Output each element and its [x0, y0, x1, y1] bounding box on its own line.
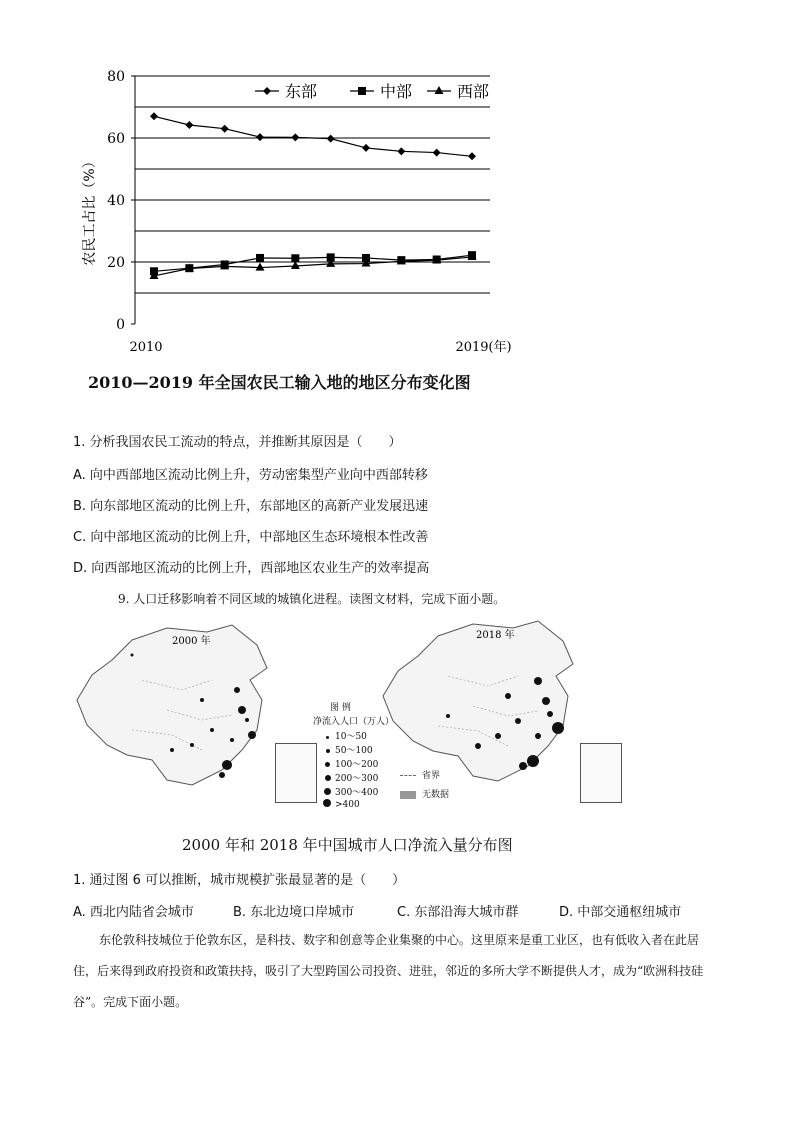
question-1-option-c[interactable]: C. 向中部地区流动的比例上升，中部地区生态环境根本性改善 [73, 530, 429, 545]
y-axis-label: 农民工占比（%） [82, 154, 98, 266]
map-2018-inset [580, 743, 622, 803]
map-2000 [72, 620, 277, 805]
data-point-diamond [150, 112, 158, 120]
chart-caption: 2010—2019 年全国农民工输入地的地区分布变化图 [88, 373, 471, 392]
legend-item-1: 10～50 [326, 729, 367, 742]
legend-marker-triangle [435, 86, 444, 94]
map-2000-inset [275, 743, 317, 803]
map-2018-year: 2018 年 [476, 630, 515, 641]
x-tick-label: 2010 [129, 340, 163, 355]
x-axis-label: (年) [488, 340, 512, 355]
question-city-option-b[interactable]: B. 东北边境口岸城市 [233, 905, 355, 920]
question-city-option-a[interactable]: A. 西北内陆省会城市 [73, 905, 194, 920]
legend-label: 中部 [380, 82, 413, 101]
legend-item-4: 200～300 [325, 771, 378, 784]
legend-boundary: 省界 [400, 768, 440, 781]
legend-nodata: 无数据 [400, 787, 449, 800]
question-city-option-c[interactable]: C. 东部沿海大城市群 [397, 905, 519, 920]
question-1-stem: 1. 分析我国农民工流动的特点，并推断其原因是（ ） [73, 435, 402, 450]
data-point-diamond [291, 133, 299, 141]
y-tick-label: 40 [107, 193, 125, 209]
data-point-diamond [397, 147, 405, 155]
data-point-diamond [468, 152, 476, 160]
legend-item-3: 100～200 [325, 757, 378, 770]
data-point-diamond [327, 135, 335, 143]
legend-item-6: >400 [323, 799, 360, 810]
y-tick-label: 0 [116, 317, 125, 333]
map-2000-year: 2000 年 [172, 636, 211, 647]
question-1-option-a[interactable]: A. 向中西部地区流动比例上升，劳动密集型产业向中西部转移 [73, 468, 428, 483]
data-point-diamond [256, 133, 264, 141]
legend-marker-diamond [263, 87, 271, 95]
passage: 东伦敦科技城位于伦敦东区，是科技、数字和创意等企业集聚的中心。这里原来是重工业区，也有低收入者在此居住，后来得到政府投资和政策扶持，吸引了大型跨国公司投资、进驻，邻近的多所大学不断提供人才，成为“欧洲科技硅谷”。完成下面小题。 [73, 933, 704, 1009]
question-1-option-d[interactable]: D. 向西部地区流动的比例上升，西部地区农业生产的效率提高 [73, 561, 430, 576]
legend-label: 西部 [457, 82, 490, 101]
series-line-square [154, 255, 472, 271]
y-tick-label: 20 [107, 255, 125, 271]
x-tick-label: 2019 [455, 340, 489, 355]
question-city-stem: 1. 通过图 6 可以推断，城市规模扩张最显著的是（ ） [73, 873, 406, 888]
y-tick-label: 80 [107, 69, 125, 85]
line-chart [70, 62, 530, 357]
y-tick-label: 60 [107, 131, 125, 147]
data-point-diamond [185, 121, 193, 129]
legend-subtitle: 净流入人口（万人） [313, 717, 395, 727]
legend-item-2: 50～100 [326, 743, 373, 756]
data-point-diamond [362, 144, 370, 152]
question-1-option-b[interactable]: B. 向东部地区流动的比例上升，东部地区的高新产业发展迅速 [73, 499, 429, 514]
legend-item-5: 300～400 [324, 785, 378, 798]
data-point-diamond [433, 149, 441, 157]
data-point-square [256, 254, 264, 262]
legend-label: 东部 [285, 82, 318, 101]
map-caption: 2000 年和 2018 年中国城市人口净流入量分布图 [182, 836, 513, 854]
legend-marker-square [358, 87, 366, 95]
question-9-intro: 9. 人口迁移影响着不同区域的城镇化进程。读图文材料，完成下面小题。 [118, 592, 506, 606]
legend-title: 图 例 [330, 703, 351, 713]
question-city-option-d[interactable]: D. 中部交通枢纽城市 [559, 905, 682, 920]
data-point-diamond [221, 125, 229, 133]
series-line-diamond [154, 116, 472, 156]
data-point-triangle [256, 263, 265, 271]
